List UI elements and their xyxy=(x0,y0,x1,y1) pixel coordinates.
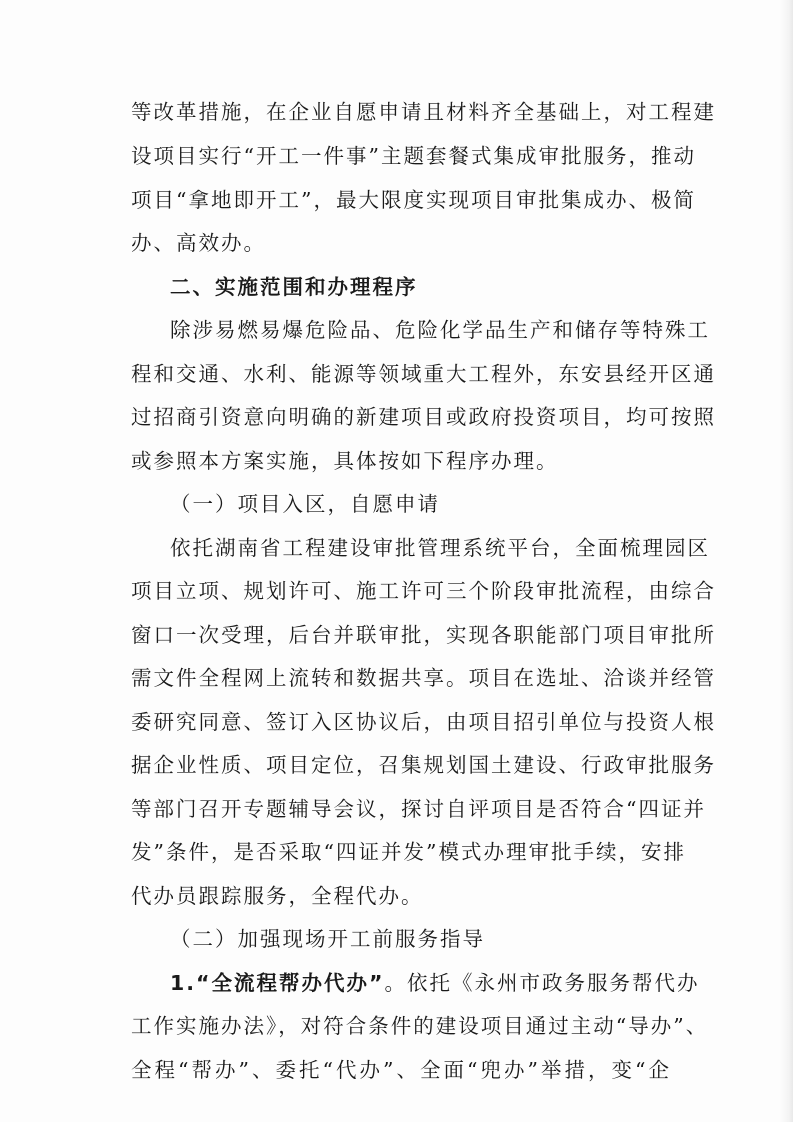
text-line: 设项目实行“开工一件事”主题套餐式集成审批服务，推动 xyxy=(131,144,696,168)
text-line: 工作实施办法》，对符合条件的建设项目通过主动“导办”、 xyxy=(131,1014,709,1038)
page-edge-shadow xyxy=(779,0,793,1122)
text-line: 程和交通、水利、能源等领域重大工程外，东安县经开区通 xyxy=(131,362,716,386)
text-line: 据企业性质、项目定位，召集规划国土建设、行政审批服务 xyxy=(131,753,716,777)
text-line: 项目“拿地即开工”，最大限度实现项目审批集成办、极简 xyxy=(131,188,696,212)
text-line: 办、高效办。 xyxy=(131,231,266,255)
subsection-heading: （二）加强现场开工前服务指导 xyxy=(170,927,485,951)
text-line: 依托湖南省工程建设审批管理系统平台，全面梳理园区 xyxy=(170,536,710,560)
text-line: 委研究同意、签订入区协议后，由项目招引单位与投资人根 xyxy=(131,710,716,734)
text-line: 等部门召开专题辅导会议，探讨自评项目是否符合“四证并 xyxy=(131,797,706,821)
text-line: 全程“帮办”、委托“代办”、全面“兜办”举措，变“企 xyxy=(131,1058,671,1082)
subsection-heading: （一）项目入区，自愿申请 xyxy=(170,492,440,516)
text-line: 窗口一次受理，后台并联审批，实现各职能部门项目审批所 xyxy=(131,623,716,647)
text-line: 除涉易燃易爆危险品、危险化学品生产和储存等特殊工 xyxy=(170,318,710,342)
text-line: 过招商引资意向明确的新建项目或政府投资项目，均可按照 xyxy=(131,405,716,429)
text-line: 代办员跟踪服务，全程代办。 xyxy=(131,884,424,908)
text-line xyxy=(170,963,700,1003)
text-line: 等改革措施，在企业自愿申请且材料齐全基础上，对工程建 xyxy=(131,100,716,124)
section-heading: 二、实施范围和办理程序 xyxy=(170,275,418,299)
text-line: 发”条件，是否采取“四证并发”模式办理审批手续，安排 xyxy=(131,840,686,864)
text-line: 或参照本方案实施，具体按如下程序办理。 xyxy=(131,449,559,473)
text-line: 项目立项、规划许可、施工许可三个阶段审批流程，由综合 xyxy=(131,579,716,603)
item-lead: 1.“全流程帮办代办” xyxy=(170,971,385,995)
text-line: 需文件全程网上流转和数据共享。项目在选址、洽谈并经管 xyxy=(131,666,716,690)
item-text: 。依托《永州市政务服务帮代办 xyxy=(384,971,700,995)
